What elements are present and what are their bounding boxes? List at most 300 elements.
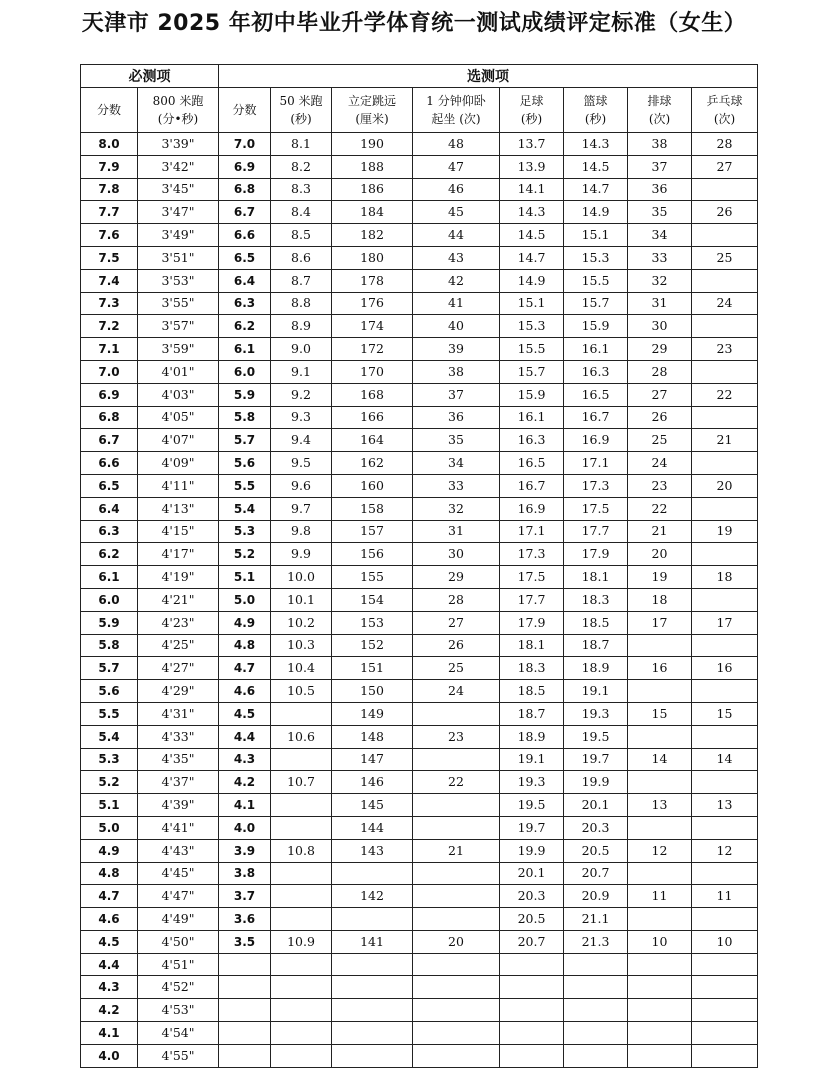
run50-cell: 9.9 (271, 543, 332, 566)
pingpong-cell: 14 (692, 748, 758, 771)
standing-jump-cell: 164 (332, 429, 413, 452)
run50-cell (271, 908, 332, 931)
situp-cell: 20 (413, 930, 500, 953)
basketball-cell: 14.9 (564, 201, 628, 224)
situp-cell: 37 (413, 383, 500, 406)
standing-jump-cell: 146 (332, 771, 413, 794)
run800-cell: 3'55" (138, 292, 219, 315)
elective-score-cell: 4.6 (219, 680, 271, 703)
score-cell: 5.7 (81, 657, 138, 680)
volleyball-cell: 32 (628, 269, 692, 292)
football-cell: 15.1 (500, 292, 564, 315)
pingpong-header: 乒乓球 (次) (692, 88, 758, 133)
table-row (81, 474, 758, 497)
basketball-cell (564, 976, 628, 999)
elective-score-cell: 6.1 (219, 338, 271, 361)
score-cell: 6.4 (81, 497, 138, 520)
run800-cell: 4'25" (138, 634, 219, 657)
standing-jump-cell: 149 (332, 702, 413, 725)
volleyball-cell: 27 (628, 383, 692, 406)
table-row (81, 588, 758, 611)
standing-jump-cell: 158 (332, 497, 413, 520)
run800-cell: 4'55" (138, 1044, 219, 1067)
standing-jump-cell: 176 (332, 292, 413, 315)
run800-cell: 4'51" (138, 953, 219, 976)
basketball-cell: 16.7 (564, 406, 628, 429)
run800-cell: 3'57" (138, 315, 219, 338)
elective-score-cell: 4.9 (219, 611, 271, 634)
score-cell: 8.0 (81, 133, 138, 156)
football-cell: 17.3 (500, 543, 564, 566)
run50-cell: 10.7 (271, 771, 332, 794)
standing-jump-cell: 154 (332, 588, 413, 611)
volleyball-cell: 37 (628, 155, 692, 178)
score-cell: 5.2 (81, 771, 138, 794)
run800-cell: 4'45" (138, 862, 219, 885)
run800-cell: 4'52" (138, 976, 219, 999)
table-row (81, 178, 758, 201)
run800-cell: 4'11" (138, 474, 219, 497)
pingpong-cell (692, 452, 758, 475)
score-cell: 4.2 (81, 999, 138, 1022)
table-row (81, 315, 758, 338)
run800-cell: 4'15" (138, 520, 219, 543)
football-cell: 18.9 (500, 725, 564, 748)
situp-cell: 22 (413, 771, 500, 794)
run50-cell (271, 885, 332, 908)
pingpong-cell: 22 (692, 383, 758, 406)
standing-jump-cell: 145 (332, 794, 413, 817)
score-cell: 4.8 (81, 862, 138, 885)
volleyball-cell (628, 725, 692, 748)
volleyball-cell: 20 (628, 543, 692, 566)
football-cell: 16.9 (500, 497, 564, 520)
run50-cell (271, 976, 332, 999)
score-cell: 5.1 (81, 794, 138, 817)
run50-cell: 8.5 (271, 224, 332, 247)
situp-cell (413, 1044, 500, 1067)
pingpong-cell (692, 224, 758, 247)
score-header: 分数 (81, 88, 138, 133)
basketball-cell: 17.5 (564, 497, 628, 520)
run800-cell: 3'42" (138, 155, 219, 178)
elective-score-cell: 6.6 (219, 224, 271, 247)
run800-cell: 4'23" (138, 611, 219, 634)
volleyball-cell (628, 1022, 692, 1045)
score-cell: 5.8 (81, 634, 138, 657)
table-row (81, 1044, 758, 1067)
run50-cell: 10.6 (271, 725, 332, 748)
volleyball-cell (628, 999, 692, 1022)
pingpong-cell: 12 (692, 839, 758, 862)
run50-cell: 8.1 (271, 133, 332, 156)
football-cell: 17.5 (500, 566, 564, 589)
score-cell: 7.4 (81, 269, 138, 292)
score-cell: 7.5 (81, 246, 138, 269)
score-cell: 7.6 (81, 224, 138, 247)
volleyball-cell (628, 634, 692, 657)
run800-cell: 4'27" (138, 657, 219, 680)
volleyball-cell: 14 (628, 748, 692, 771)
standing-jump-cell: 150 (332, 680, 413, 703)
volleyball-cell: 11 (628, 885, 692, 908)
basketball-cell: 21.3 (564, 930, 628, 953)
basketball-cell: 21.1 (564, 908, 628, 931)
elective-score-cell: 4.2 (219, 771, 271, 794)
basketball-cell: 17.9 (564, 543, 628, 566)
run800-cell: 3'49" (138, 224, 219, 247)
volleyball-header: 排球 (次) (628, 88, 692, 133)
run50-cell: 10.2 (271, 611, 332, 634)
pingpong-cell (692, 178, 758, 201)
volleyball-cell: 18 (628, 588, 692, 611)
elective-score-cell (219, 953, 271, 976)
football-cell (500, 999, 564, 1022)
situp-cell: 31 (413, 520, 500, 543)
run50-cell: 8.7 (271, 269, 332, 292)
volleyball-cell: 13 (628, 794, 692, 817)
situp-cell: 35 (413, 429, 500, 452)
standing-jump-cell: 142 (332, 885, 413, 908)
standing-jump-cell: 168 (332, 383, 413, 406)
table-body (81, 133, 758, 1068)
situp-cell (413, 1022, 500, 1045)
table-row (81, 794, 758, 817)
score-cell: 5.4 (81, 725, 138, 748)
volleyball-cell: 12 (628, 839, 692, 862)
volleyball-cell: 21 (628, 520, 692, 543)
football-cell: 16.5 (500, 452, 564, 475)
football-cell: 18.5 (500, 680, 564, 703)
score-cell: 6.2 (81, 543, 138, 566)
run800-cell: 4'01" (138, 360, 219, 383)
score-cell: 6.3 (81, 520, 138, 543)
situp-cell: 38 (413, 360, 500, 383)
run50-cell (271, 999, 332, 1022)
pingpong-cell (692, 1022, 758, 1045)
standing-jump-cell: 174 (332, 315, 413, 338)
standing-jump-cell (332, 1022, 413, 1045)
elective-score-cell: 6.9 (219, 155, 271, 178)
run50-cell: 9.4 (271, 429, 332, 452)
standing-jump-cell (332, 999, 413, 1022)
situp-cell: 25 (413, 657, 500, 680)
score-cell: 5.0 (81, 816, 138, 839)
standing-jump-cell (332, 976, 413, 999)
basketball-cell: 18.7 (564, 634, 628, 657)
elective-score-cell: 4.8 (219, 634, 271, 657)
pingpong-cell: 24 (692, 292, 758, 315)
pingpong-cell (692, 360, 758, 383)
elective-score-cell: 5.0 (219, 588, 271, 611)
pingpong-cell: 25 (692, 246, 758, 269)
volleyball-cell (628, 953, 692, 976)
basketball-cell: 14.5 (564, 155, 628, 178)
basketball-cell: 17.1 (564, 452, 628, 475)
football-cell: 14.3 (500, 201, 564, 224)
football-cell: 16.3 (500, 429, 564, 452)
basketball-cell: 15.1 (564, 224, 628, 247)
run50-cell: 8.9 (271, 315, 332, 338)
standing-jump-cell: 166 (332, 406, 413, 429)
score-cell: 4.4 (81, 953, 138, 976)
table-row (81, 133, 758, 156)
volleyball-cell (628, 1044, 692, 1067)
volleyball-cell: 25 (628, 429, 692, 452)
table-row (81, 816, 758, 839)
volleyball-cell (628, 771, 692, 794)
basketball-cell: 20.1 (564, 794, 628, 817)
run50-cell: 9.0 (271, 338, 332, 361)
run50-cell: 8.4 (271, 201, 332, 224)
table-row (81, 748, 758, 771)
situp-cell (413, 908, 500, 931)
table-row (81, 201, 758, 224)
score-cell: 6.7 (81, 429, 138, 452)
run50-cell (271, 702, 332, 725)
table-row (81, 885, 758, 908)
situp-cell: 33 (413, 474, 500, 497)
basketball-cell: 16.1 (564, 338, 628, 361)
run50-cell: 10.8 (271, 839, 332, 862)
pingpong-cell: 27 (692, 155, 758, 178)
run50-cell: 9.5 (271, 452, 332, 475)
group-header-row (81, 65, 758, 88)
elective-score-cell (219, 976, 271, 999)
table-row (81, 611, 758, 634)
run50-cell: 8.8 (271, 292, 332, 315)
pingpong-cell (692, 680, 758, 703)
pingpong-cell (692, 497, 758, 520)
standing-jump-cell: 178 (332, 269, 413, 292)
run800-cell: 3'53" (138, 269, 219, 292)
situp-cell: 27 (413, 611, 500, 634)
situp-cell (413, 816, 500, 839)
table-row (81, 497, 758, 520)
run50-cell (271, 953, 332, 976)
score-cell: 6.8 (81, 406, 138, 429)
elective-score-cell: 5.8 (219, 406, 271, 429)
pingpong-cell (692, 406, 758, 429)
table-row (81, 930, 758, 953)
run800-cell: 4'43" (138, 839, 219, 862)
situp-cell: 40 (413, 315, 500, 338)
run800-cell: 4'37" (138, 771, 219, 794)
standing-jump-cell: 184 (332, 201, 413, 224)
basketball-cell (564, 953, 628, 976)
basketball-cell: 19.3 (564, 702, 628, 725)
basketball-cell: 20.9 (564, 885, 628, 908)
volleyball-cell (628, 680, 692, 703)
standing-jump-cell: 141 (332, 930, 413, 953)
score-cell: 4.3 (81, 976, 138, 999)
pingpong-cell: 16 (692, 657, 758, 680)
situp-cell: 47 (413, 155, 500, 178)
score-cell: 4.7 (81, 885, 138, 908)
volleyball-cell: 24 (628, 452, 692, 475)
situp-cell (413, 999, 500, 1022)
basketball-cell: 19.7 (564, 748, 628, 771)
table-row (81, 520, 758, 543)
basketball-cell: 18.5 (564, 611, 628, 634)
standing-jump-cell (332, 953, 413, 976)
run800-cell: 4'49" (138, 908, 219, 931)
run50-cell: 9.7 (271, 497, 332, 520)
table-row (81, 680, 758, 703)
run800-cell: 3'47" (138, 201, 219, 224)
run800-cell: 4'21" (138, 588, 219, 611)
pingpong-cell: 18 (692, 566, 758, 589)
volleyball-cell: 30 (628, 315, 692, 338)
situp-cell (413, 702, 500, 725)
score-cell: 6.1 (81, 566, 138, 589)
pingpong-cell (692, 1044, 758, 1067)
table-row (81, 292, 758, 315)
run800-cell: 3'45" (138, 178, 219, 201)
basketball-cell: 20.7 (564, 862, 628, 885)
run50-cell: 9.3 (271, 406, 332, 429)
situp-cell (413, 748, 500, 771)
standing-jump-header: 立定跳远 (厘米) (332, 88, 413, 133)
table-row (81, 406, 758, 429)
football-cell: 19.9 (500, 839, 564, 862)
situp-cell: 43 (413, 246, 500, 269)
volleyball-cell (628, 908, 692, 931)
pingpong-cell (692, 976, 758, 999)
score-cell: 6.5 (81, 474, 138, 497)
football-cell: 16.1 (500, 406, 564, 429)
basketball-header: 篮球 (秒) (564, 88, 628, 133)
run50-cell (271, 816, 332, 839)
table-row (81, 452, 758, 475)
volleyball-cell: 28 (628, 360, 692, 383)
table-row (81, 702, 758, 725)
basketball-cell (564, 1044, 628, 1067)
situp-cell: 48 (413, 133, 500, 156)
volleyball-cell: 34 (628, 224, 692, 247)
situp-cell (413, 794, 500, 817)
football-cell: 19.7 (500, 816, 564, 839)
standing-jump-cell: 180 (332, 246, 413, 269)
situp-cell (413, 976, 500, 999)
volleyball-cell: 36 (628, 178, 692, 201)
standing-jump-cell: 188 (332, 155, 413, 178)
table-row (81, 771, 758, 794)
elective-score-cell (219, 1044, 271, 1067)
pingpong-cell: 23 (692, 338, 758, 361)
elective-score-cell: 4.7 (219, 657, 271, 680)
table-row (81, 360, 758, 383)
situp-cell: 34 (413, 452, 500, 475)
table-row (81, 953, 758, 976)
run800-cell: 4'31" (138, 702, 219, 725)
football-cell: 14.1 (500, 178, 564, 201)
basketball-cell: 18.9 (564, 657, 628, 680)
basketball-cell (564, 1022, 628, 1045)
basketball-cell: 15.9 (564, 315, 628, 338)
run800-cell: 4'05" (138, 406, 219, 429)
score-cell: 7.3 (81, 292, 138, 315)
score-cell: 6.0 (81, 588, 138, 611)
run800-cell: 4'33" (138, 725, 219, 748)
column-header-row (81, 88, 758, 133)
pingpong-cell: 28 (692, 133, 758, 156)
run800-cell: 4'13" (138, 497, 219, 520)
football-header: 足球 (秒) (500, 88, 564, 133)
volleyball-cell (628, 816, 692, 839)
pingpong-cell: 20 (692, 474, 758, 497)
run50-cell: 9.6 (271, 474, 332, 497)
football-cell: 19.3 (500, 771, 564, 794)
score-cell: 4.1 (81, 1022, 138, 1045)
standing-jump-cell: 152 (332, 634, 413, 657)
situp-cell: 46 (413, 178, 500, 201)
run50-header: 50 米跑 (秒) (271, 88, 332, 133)
run800-cell: 3'51" (138, 246, 219, 269)
run800-cell: 4'50" (138, 930, 219, 953)
pingpong-cell: 19 (692, 520, 758, 543)
score-cell: 7.0 (81, 360, 138, 383)
volleyball-cell: 35 (628, 201, 692, 224)
football-cell: 20.5 (500, 908, 564, 931)
score-cell: 7.7 (81, 201, 138, 224)
basketball-cell: 15.3 (564, 246, 628, 269)
elective-score-cell: 6.3 (219, 292, 271, 315)
pingpong-cell (692, 999, 758, 1022)
elective-score-header: 分数 (219, 88, 271, 133)
volleyball-cell: 22 (628, 497, 692, 520)
basketball-cell: 16.9 (564, 429, 628, 452)
elective-score-cell: 5.7 (219, 429, 271, 452)
score-cell: 5.3 (81, 748, 138, 771)
run800-cell: 4'09" (138, 452, 219, 475)
run50-cell (271, 1044, 332, 1067)
standing-jump-cell: 144 (332, 816, 413, 839)
situp-cell: 28 (413, 588, 500, 611)
run800-cell: 4'39" (138, 794, 219, 817)
score-cell: 5.9 (81, 611, 138, 634)
volleyball-cell: 17 (628, 611, 692, 634)
pingpong-cell (692, 634, 758, 657)
run50-cell: 10.3 (271, 634, 332, 657)
run50-cell: 10.1 (271, 588, 332, 611)
elective-score-cell: 5.4 (219, 497, 271, 520)
situp-cell: 42 (413, 269, 500, 292)
run50-cell: 8.2 (271, 155, 332, 178)
run50-cell: 9.2 (271, 383, 332, 406)
score-cell: 4.0 (81, 1044, 138, 1067)
football-cell: 13.9 (500, 155, 564, 178)
football-cell: 20.7 (500, 930, 564, 953)
table-row (81, 338, 758, 361)
elective-score-cell: 4.3 (219, 748, 271, 771)
table-row (81, 269, 758, 292)
volleyball-cell: 15 (628, 702, 692, 725)
football-cell: 13.7 (500, 133, 564, 156)
elective-score-cell: 5.9 (219, 383, 271, 406)
football-cell (500, 1022, 564, 1045)
situp-cell (413, 862, 500, 885)
volleyball-cell: 33 (628, 246, 692, 269)
run50-cell: 10.9 (271, 930, 332, 953)
pingpong-cell (692, 315, 758, 338)
score-cell: 4.9 (81, 839, 138, 862)
elective-score-cell: 5.6 (219, 452, 271, 475)
situp-cell: 41 (413, 292, 500, 315)
situp-cell: 23 (413, 725, 500, 748)
table-row (81, 155, 758, 178)
run50-cell: 10.5 (271, 680, 332, 703)
